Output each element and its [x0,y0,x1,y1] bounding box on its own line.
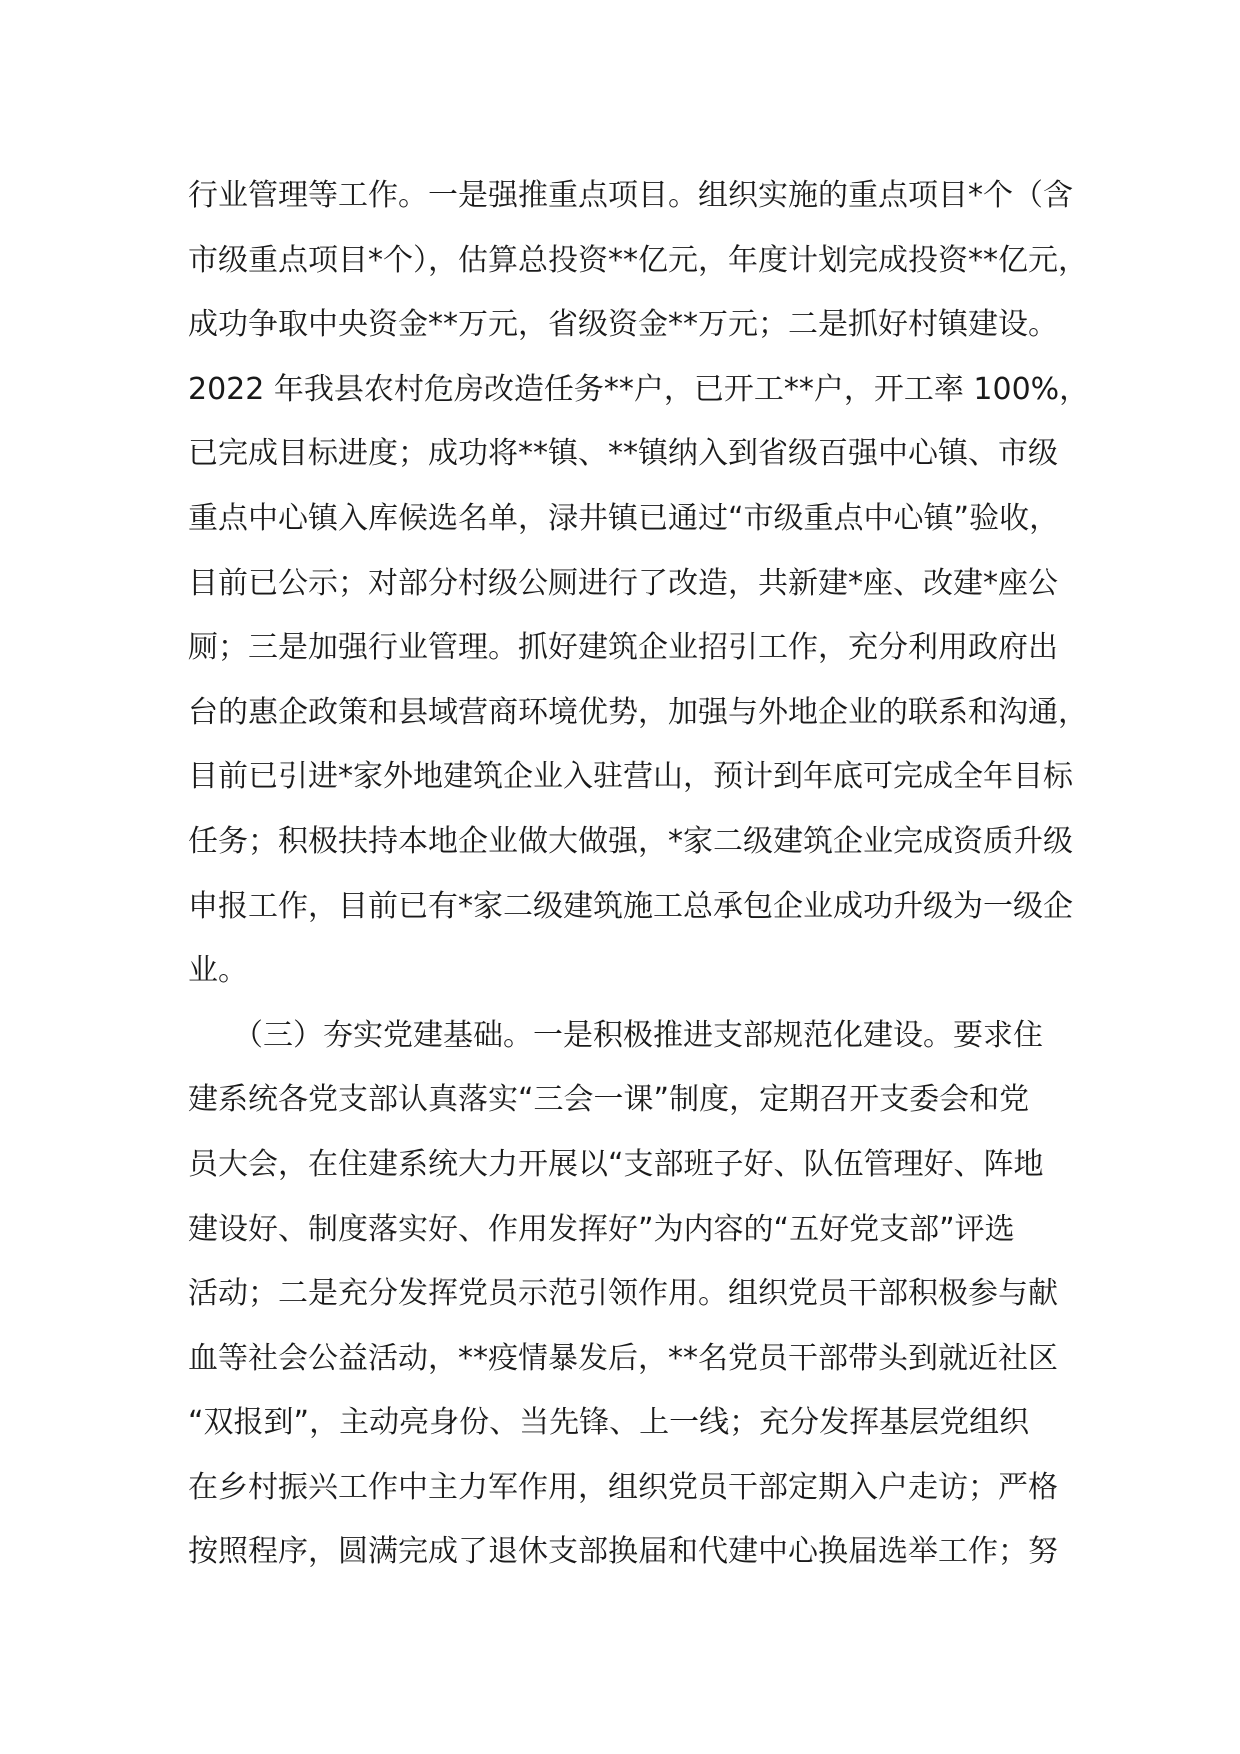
text-line: 血等社会公益活动，**疫情暴发后，**名党员干部带头到就近社区 [188,1340,1058,1376]
body-text [188,164,1088,1585]
text-line: 员大会，在住建系统大力开展以“支部班子好、队伍管理好、阵地 [188,1146,1044,1182]
text-line: 建设好、制度落实好、作用发挥好”为内容的“五好党支部”评选 [188,1211,1015,1247]
text-line: 已完成目标进度；成功将**镇、**镇纳入到省级百强中心镇、市级 [188,436,1058,472]
text-line: 市级重点项目*个），估算总投资**亿元，年度计划完成投资**亿元， [188,242,1088,278]
text-line: 申报工作，目前已有*家二级建筑施工总承包企业成功升级为一级企 [188,888,1073,924]
text-line: 行业管理等工作。一是强推重点项目。组织实施的重点项目*个（含 [188,178,1073,213]
text-line: 在乡村振兴工作中主力军作用，组织党员干部定期入户走访；严格 [188,1469,1058,1505]
text-line: （三）夯实党建基础。一是积极推进支部规范化建设。要求住 [188,1017,1043,1053]
text-line: 任务；积极扶持本地企业做大做强，*家二级建筑企业完成资质升级 [188,823,1073,859]
text-line: 2022 年我县农村危房改造任务**户，已开工**户，开工率 100%， [188,371,1090,407]
text-line: 台的惠企政策和县域营商环境优势，加强与外地企业的联系和沟通， [188,694,1088,730]
text-line: “双报到”，主动亮身份、当先锋、上一线；充分发挥基层党组织 [188,1405,1030,1441]
text-line: 目前已引进*家外地建筑企业入驻营山，预计到年底可完成全年目标 [188,759,1073,795]
text-line: 建系统各党支部认真落实“三会一课”制度，定期召开支委会和党 [188,1082,1030,1118]
text-line: 成功争取中央资金**万元，省级资金**万元；二是抓好村镇建设。 [188,307,1058,343]
text-line: 重点中心镇入库候选名单，渌井镇已通过“市级重点中心镇”验收， [188,500,1060,536]
text-line: 厕；三是加强行业管理。抓好建筑企业招引工作，充分利用政府出 [188,630,1058,666]
text-line: 目前已公示；对部分村级公厕进行了改造，共新建*座、改建*座公 [188,565,1058,601]
text-line: 业。 [188,953,248,989]
text-line: 按照程序，圆满完成了退休支部换届和代建中心换届选举工作；努 [188,1534,1058,1570]
text-line: 活动；二是充分发挥党员示范引领作用。组织党员干部积极参与献 [188,1276,1058,1312]
